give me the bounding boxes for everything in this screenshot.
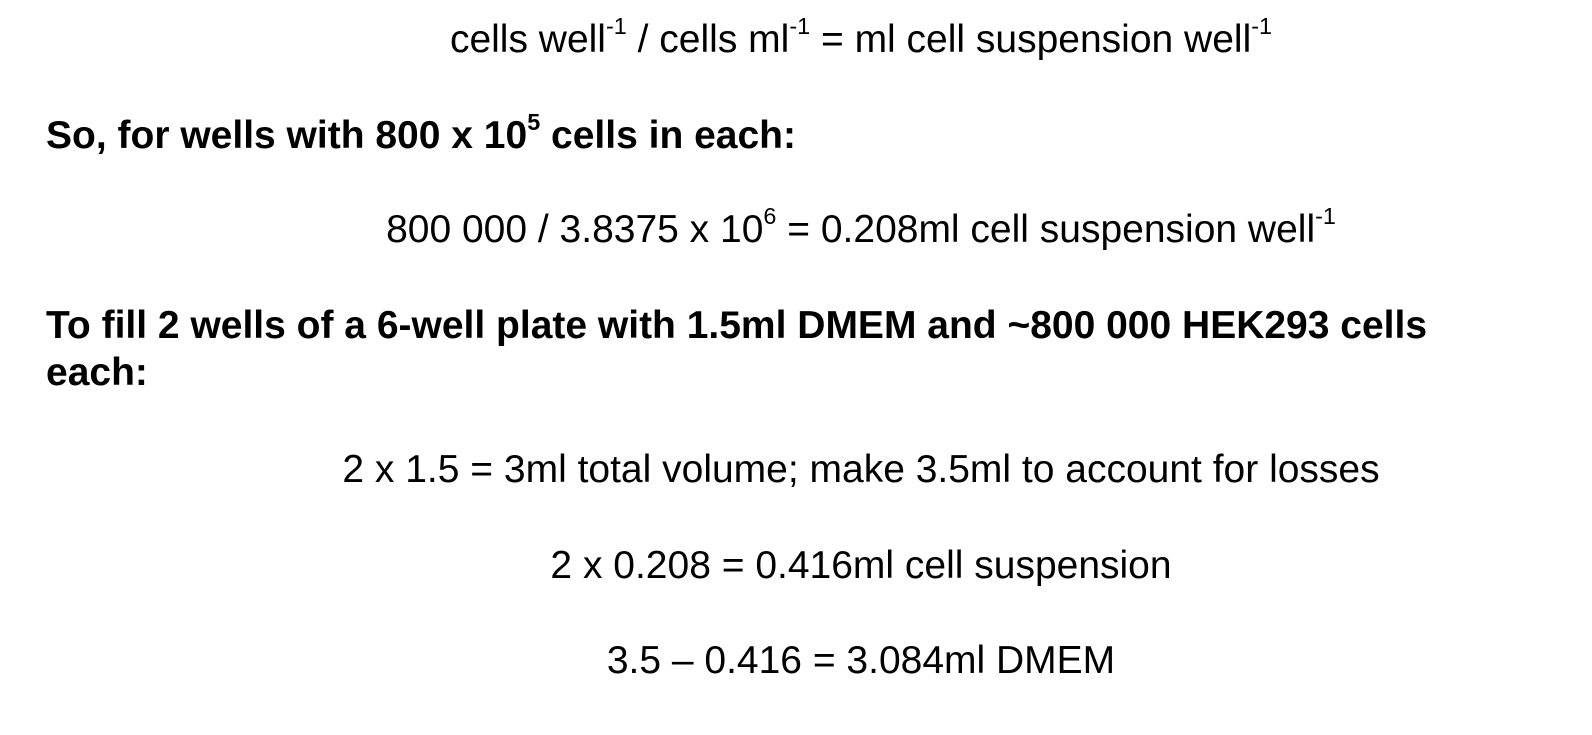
calculation-volume-per-well	[65, 203, 1592, 251]
formula-exponent-1: -1	[605, 13, 627, 40]
formula-exponent-2: -1	[789, 13, 811, 40]
formula-part-3: = ml cell suspension well	[810, 18, 1252, 61]
heading-fill-wells-line-1: To fill 2 wells of a 6-well plate with 1.5ml DMEM and ~800 000 HEK293 cells	[46, 304, 1428, 347]
heading-wells-800	[46, 109, 796, 157]
calc-1-text-b: = 0.208ml cell suspension well	[776, 208, 1316, 251]
formula-part-2: / cells ml	[626, 18, 790, 61]
formula-exponent-3: -1	[1251, 13, 1273, 40]
formula-part-1: cells well	[449, 18, 606, 61]
heading-1-text-b: cells in each:	[540, 114, 796, 157]
formula-line	[65, 13, 1592, 61]
heading-1-exponent: 5	[527, 109, 541, 136]
calculation-dmem-volume: 3.5 – 0.416 = 3.084ml DMEM	[606, 639, 1116, 682]
calc-1-exponent-2: -1	[1315, 203, 1336, 230]
heading-1-text-a: So, for wells with 800 x 10	[46, 114, 528, 157]
heading-fill-wells-line-2: each:	[46, 351, 148, 394]
calculation-cell-suspension: 2 x 0.208 = 0.416ml cell suspension	[550, 544, 1172, 587]
calc-1-text-a: 800 000 / 3.8375 x 10	[386, 208, 764, 251]
calculation-total-volume: 2 x 1.5 = 3ml total volume; make 3.5ml to account for losses	[342, 448, 1380, 491]
calc-1-exponent-1: 6	[763, 203, 777, 230]
